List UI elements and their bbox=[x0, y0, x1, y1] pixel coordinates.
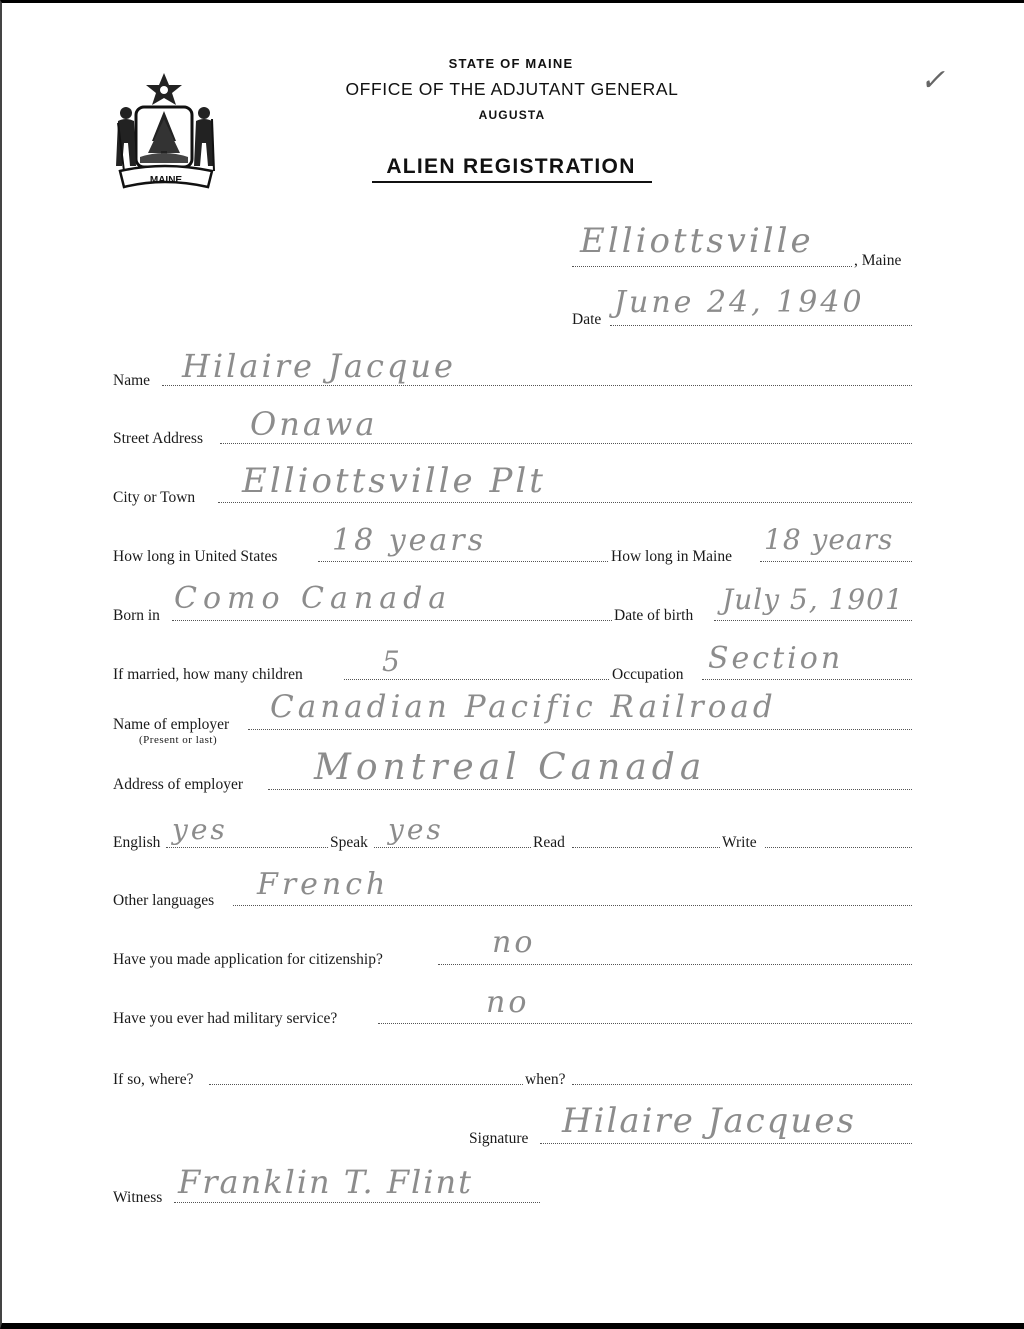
signature-value: Hilaire Jacques bbox=[562, 1101, 856, 1141]
employer-line bbox=[248, 729, 912, 730]
children-label: If married, how many children bbox=[113, 666, 303, 683]
witness-label: Witness bbox=[113, 1189, 163, 1206]
form-title: ALIEN REGISTRATION bbox=[386, 155, 636, 178]
speak-value: yes bbox=[388, 813, 444, 846]
us-years-label: How long in United States bbox=[113, 548, 278, 565]
dob-value: July 5, 1901 bbox=[722, 583, 904, 616]
name-label: Name bbox=[113, 372, 151, 389]
office-heading: OFFICE OF THE ADJUTANT GENERAL bbox=[345, 79, 679, 99]
speak-line bbox=[374, 847, 531, 848]
witness-line bbox=[174, 1202, 540, 1203]
employer-value: Canadian Pacific Railroad bbox=[270, 689, 777, 725]
write-line bbox=[765, 847, 912, 848]
military-line bbox=[378, 1023, 912, 1024]
street-line bbox=[220, 443, 912, 444]
city-line bbox=[218, 502, 912, 503]
military-value: no bbox=[486, 985, 530, 1020]
born-in-line bbox=[172, 620, 612, 621]
place-suffix: , Maine bbox=[854, 252, 902, 269]
occupation-line bbox=[702, 679, 912, 680]
check-mark-icon: ✓ bbox=[920, 63, 946, 98]
employer-label: Name of employer bbox=[113, 716, 230, 733]
name-value: Hilaire Jacque bbox=[182, 347, 456, 385]
other-languages-line bbox=[233, 905, 912, 906]
state-heading: STATE OF MAINE bbox=[448, 56, 574, 71]
when-label: when? bbox=[525, 1071, 566, 1088]
write-label: Write bbox=[722, 834, 757, 851]
children-value: 5 bbox=[382, 645, 403, 678]
occupation-label: Occupation bbox=[612, 666, 684, 683]
signature-line bbox=[540, 1143, 912, 1144]
english-value: yes bbox=[172, 813, 228, 846]
city-value: Elliottsville Plt bbox=[242, 461, 546, 501]
other-languages-label: Other languages bbox=[113, 892, 215, 909]
citizenship-value: no bbox=[492, 925, 536, 960]
dob-label: Date of birth bbox=[614, 607, 694, 624]
maine-years-value: 18 years bbox=[764, 523, 894, 556]
date-value: June 24, 1940 bbox=[614, 285, 865, 320]
city-heading: AUGUSTA bbox=[478, 108, 546, 122]
employer-address-line bbox=[268, 789, 912, 790]
other-languages-value: French bbox=[257, 867, 390, 902]
place-value: Elliottsville bbox=[580, 221, 814, 261]
street-label: Street Address bbox=[113, 430, 203, 447]
street-value: Onawa bbox=[250, 405, 378, 443]
employer-address-value: Montreal Canada bbox=[314, 747, 707, 788]
citizenship-label: Have you made application for citizenship? bbox=[113, 951, 383, 968]
occupation-value: Section bbox=[708, 641, 844, 676]
children-line bbox=[344, 679, 609, 680]
read-line bbox=[572, 847, 720, 848]
read-label: Read bbox=[533, 834, 565, 851]
signature-label: Signature bbox=[469, 1130, 529, 1147]
date-label: Date bbox=[572, 311, 602, 328]
military-label: Have you ever had military service? bbox=[113, 1010, 338, 1027]
name-line bbox=[162, 385, 912, 386]
date-line bbox=[610, 325, 912, 326]
when-line bbox=[572, 1084, 912, 1085]
born-in-value: Como Canada bbox=[174, 581, 453, 616]
speak-label: Speak bbox=[330, 834, 368, 851]
us-years-value: 18 years bbox=[332, 523, 487, 558]
citizenship-line bbox=[438, 964, 912, 965]
english-line bbox=[166, 847, 328, 848]
where-label: If so, where? bbox=[113, 1071, 194, 1088]
where-line bbox=[209, 1084, 523, 1085]
dob-line bbox=[714, 620, 912, 621]
english-label: English bbox=[113, 834, 161, 851]
witness-value: Franklin T. Flint bbox=[178, 1163, 473, 1201]
place-line bbox=[572, 266, 852, 267]
seal-banner-text: MAINE bbox=[149, 175, 183, 186]
employer-sublabel: (Present or last) bbox=[139, 734, 218, 746]
us-years-line bbox=[318, 561, 608, 562]
maine-years-label: How long in Maine bbox=[611, 548, 732, 565]
maine-years-line bbox=[760, 561, 912, 562]
city-label: City or Town bbox=[113, 489, 196, 506]
employer-address-label: Address of employer bbox=[113, 776, 243, 793]
title-underline bbox=[372, 181, 652, 183]
born-in-label: Born in bbox=[113, 607, 160, 624]
